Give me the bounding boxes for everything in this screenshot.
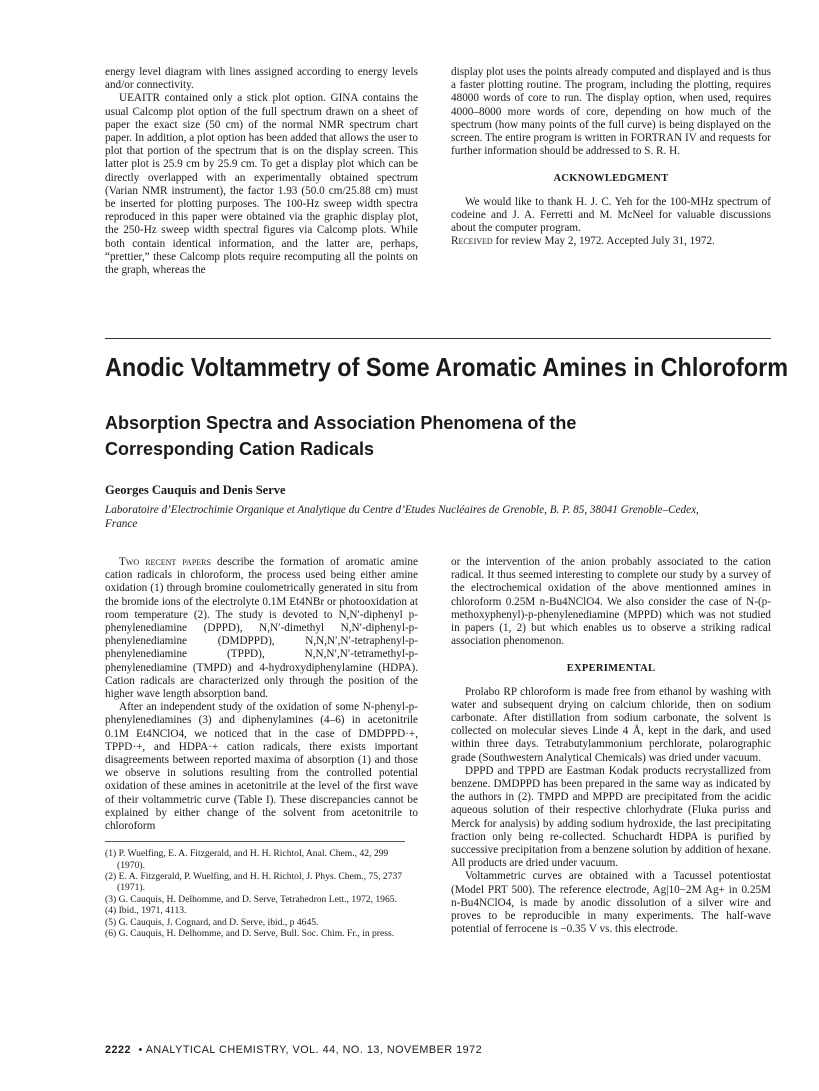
page-footer (105, 1044, 482, 1056)
received-label: Received (451, 235, 493, 248)
footnote: (2) E. A. Fitzgerald, P. Wuelfing, and H. H. Richtol, J. Phys. Chem., 75, 2737 (1971). (105, 871, 403, 894)
acknowledgment-text: We would like to thank H. J. C. Yeh for the 100-MHz spectrum of codeine and J. A. Ferretti and M. McNeel for valuable discussions about the computer program. (451, 195, 771, 235)
paragraph: Voltammetric curves are obtained with a Tacussel potentiostat (Model PRT 500). The reference electrode, Ag|10−2M Ag+ in 0.25M n-Bu4NClO4, is made by anodic dissolution of a silver wire and proves to be reproducible in many experiments. The half-wave potential of ferrocene is −0.35 V vs. this electrode. (451, 870, 771, 936)
bottom-left-column (105, 556, 418, 940)
paragraph: After an independent study of the oxidation of some N-phenyl-p-phenylenediamines (3) and diphenylamines (4–6) in acetonitrile 0.1M Et4NClO4, we noticed that in the case of DMDPPD·+, TPPD·+, and HDPA·+ cation radicals, there exists important disagreements between reported maxima of absorption (1) and those we observe in solutions resulting from the controlled potential oxidation of these amines in acetonitrile at the level of the first wave of their voltammetric curve (Table I). These discrepancies cannot be explained by either change of the solvent from acetonitrile to chloroform (105, 701, 418, 833)
bottom-right-column (451, 556, 771, 936)
paragraph: DPPD and TPPD are Eastman Kodak products recrystallized from benzene. DMDPPD has been prepared in the same way as indicated by the authors in (2). TMPD and MPPD are precipitated from the acidic aqueous solution of their respective chlorhydrate (Fluka puriss and Merck for analysis) by adding sodium hydroxide, the last precipitating fraction only being re-collected. Schuchardt HDPA is purified by successive precipitation from a benzene solution by addition of hexane. All products are dried under vacuum. (451, 764, 771, 870)
footnote-divider (105, 841, 405, 842)
paragraph (105, 556, 418, 701)
paragraph: UEAITR contained only a stick plot option. GINA contains the usual Calcomp plot option of the full spectrum drawn on a sheet of paper the exact size (50 cm) of the normal NMR spectrum chart paper. In addition, a plot option has been added that allows the user to plot that portion of the spectrum that is on the display screen. This latter plot is 25.9 cm by 25.9 cm. To get a display plot which can be directly overlapped with an experimentally obtained spectrum (Varian NMR instrument), the factor 1.93 (50.0 cm/25.88 cm) must be inserted for plotting purposes. The 100-Hz sweep width spectra reproduced in this paper were obtained via the graphic display plot, the 250-Hz sweep width spectral figures via Calcomp plots. While both contain identical information, and the latter are, perhaps, “prettier,” these Calcomp plots require recomputing all the points on the graph, whereas the (105, 92, 418, 277)
bullet-separator: • (138, 1044, 143, 1056)
footnote: (4) Ibid., 1971, 4113. (105, 905, 187, 917)
received-line (451, 235, 771, 248)
footnote: (6) G. Cauquis, H. Delhomme, and D. Serve, Bull. Soc. Chim. Fr., in press. (105, 928, 395, 940)
section-divider (105, 338, 771, 339)
top-right-column (451, 66, 771, 248)
footnote: (1) P. Wuelfing, E. A. Fitzgerald, and H. H. Richtol, Anal. Chem., 42, 299 (1970). (105, 848, 389, 871)
page-number: 2222 (105, 1044, 132, 1056)
journal-citation: ANALYTICAL CHEMISTRY, VOL. 44, NO. 13, NOVEMBER 1972 (145, 1044, 483, 1056)
article-title: Anodic Voltammetry of Some Aromatic Amines in Chloroform (105, 352, 789, 382)
footnotes (105, 848, 418, 939)
affiliation: Laboratoire d’Electrochimie Organique et Analytique du Centre d’Etudes Nucléaires de Grenoble, B. P. 85, 38041 Grenoble–Cedex, France (105, 504, 699, 530)
authors: Georges Cauquis and Denis Serve (105, 483, 286, 497)
paragraph-body: describe the formation of aromatic amine cation radicals in chloroform, the process used being either amine oxidation (1) through bromine coulometrically generated in situ from the bromide ions of the electrolyte 0.1M Et4NBr or photooxidation at room temperature (2). The study is devoted to N,N′-diphenyl p-phenylenediamine (DPPD), N,N′-dimethyl N,N′-diphenyl-p-phenylenediamine (DMDPPD), N,N,N′,N′-tetraphenyl-p-phenylenediamine (TPPD), N,N,N′,N′-tetramethyl-p-phenylenediamine (TMPD) and 4-hydroxydiphenylamine (HDPA). Cation radicals are characterized only through the position of the higher wave length absorption band. (105, 556, 418, 701)
article-subtitle: Absorption Spectra and Association Phenomena of the Corresponding Cation Radicals (105, 413, 577, 459)
paragraph: display plot uses the points already computed and displayed and is thus a faster plotting routine. The program, including the plotting, requires 48000 words of core to run. The display option, when used, requires 4000–8000 more words of core, depending on how much of the spectrum (how many points of the full curve) is being displayed on the screen. The entire program is written in FORTRAN IV and requests for further information should be addressed to S. R. H. (451, 66, 771, 158)
experimental-heading: EXPERIMENTAL (566, 663, 656, 675)
top-left-column (105, 66, 418, 277)
footnote: (5) G. Cauquis, J. Cognard, and D. Serve, ibid., p 4645. (105, 916, 319, 928)
paragraph: Prolabo RP chloroform is made free from ethanol by washing with water and subsequent drying on calcium chloride, then on sodium carbonate. After distillation from sodium carbonate, the solvent is collected on molecular sieves Linde 4 Å, kept in the dark, and used within three days. Tetrabutylammonium perchlorate, polarographic grade (Southwestern Analytical Chemicals) was dried under vacuum. (451, 685, 771, 764)
lead-in: Two recent papers (119, 556, 211, 568)
acknowledgment-heading: ACKNOWLEDGMENT (553, 173, 669, 185)
footnote: (3) G. Cauquis, H. Delhomme, and D. Serve, Tetrahedron Lett., 1972, 1965. (105, 893, 397, 905)
received-dates: for review May 2, 1972. Accepted July 31, 1972. (492, 235, 715, 248)
paragraph: energy level diagram with lines assigned according to energy levels and/or connectivity. (105, 66, 418, 92)
paragraph: or the intervention of the anion probably associated to the cation radical. It thus seemed interesting to complete our study by a survey of the electrochemical oxidation of the above mentionned amines in chloroform 0.25M n-Bu4NClO4. We also consider the case of N-(p-methoxyphenyl)-p-phenylenediamine (MPPD) which was not studied in papers (1, 2) but which enables us to observe a striking radical association phenomenon. (451, 556, 771, 648)
